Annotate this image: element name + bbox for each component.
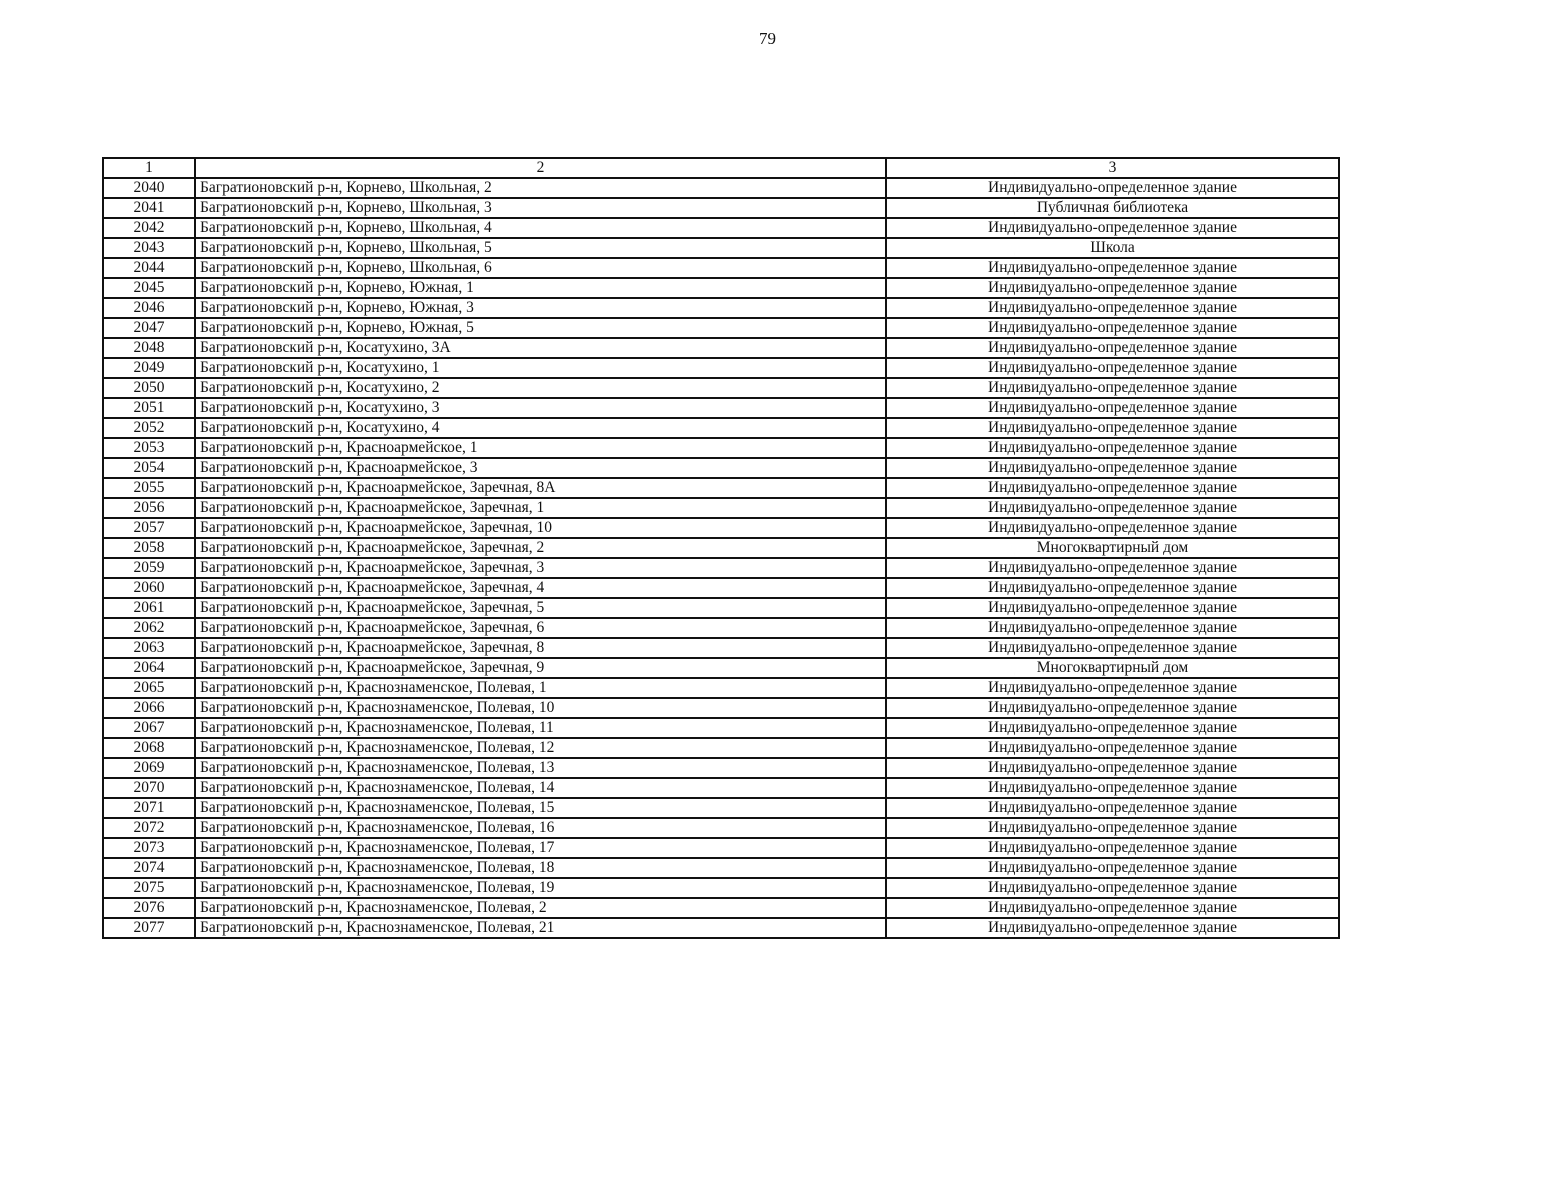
address-cell: Багратионовский р-н, Корнево, Школьная, 2 xyxy=(195,178,886,198)
table-body xyxy=(103,178,1339,938)
object-type-cell: Индивидуально-определенное здание xyxy=(886,838,1339,858)
object-type-cell: Индивидуально-определенное здание xyxy=(886,638,1339,658)
row-number-cell: 2059 xyxy=(103,558,195,578)
object-type-cell: Индивидуально-определенное здание xyxy=(886,498,1339,518)
row-number-cell: 2044 xyxy=(103,258,195,278)
address-cell: Багратионовский р-н, Краснознаменское, Полевая, 18 xyxy=(195,858,886,878)
table-row xyxy=(103,718,1339,738)
object-type-cell: Индивидуально-определенное здание xyxy=(886,778,1339,798)
address-cell: Багратионовский р-н, Корнево, Южная, 3 xyxy=(195,298,886,318)
address-cell: Багратионовский р-н, Краснознаменское, Полевая, 10 xyxy=(195,698,886,718)
table-row xyxy=(103,898,1339,918)
object-type-cell: Индивидуально-определенное здание xyxy=(886,798,1339,818)
table-row xyxy=(103,198,1339,218)
object-type-cell: Индивидуально-определенное здание xyxy=(886,578,1339,598)
table-row xyxy=(103,638,1339,658)
address-cell: Багратионовский р-н, Красноармейское, Заречная, 9 xyxy=(195,658,886,678)
object-type-cell: Индивидуально-определенное здание xyxy=(886,678,1339,698)
table-row xyxy=(103,238,1339,258)
object-type-cell: Индивидуально-определенное здание xyxy=(886,718,1339,738)
row-number-cell: 2054 xyxy=(103,458,195,478)
address-cell: Багратионовский р-н, Красноармейское, Заречная, 5 xyxy=(195,598,886,618)
address-cell: Багратионовский р-н, Корнево, Школьная, 3 xyxy=(195,198,886,218)
object-type-cell: Индивидуально-определенное здание xyxy=(886,518,1339,538)
object-type-cell: Индивидуально-определенное здание xyxy=(886,278,1339,298)
object-type-cell: Индивидуально-определенное здание xyxy=(886,558,1339,578)
address-cell: Багратионовский р-н, Косатухино, 3А xyxy=(195,338,886,358)
row-number-cell: 2060 xyxy=(103,578,195,598)
address-cell: Багратионовский р-н, Красноармейское, Заречная, 10 xyxy=(195,518,886,538)
address-cell: Багратионовский р-н, Красноармейское, Заречная, 4 xyxy=(195,578,886,598)
table-row xyxy=(103,418,1339,438)
table-row xyxy=(103,258,1339,278)
address-cell: Багратионовский р-н, Косатухино, 2 xyxy=(195,378,886,398)
object-type-cell: Индивидуально-определенное здание xyxy=(886,298,1339,318)
object-type-cell: Индивидуально-определенное здание xyxy=(886,758,1339,778)
address-cell: Багратионовский р-н, Краснознаменское, Полевая, 15 xyxy=(195,798,886,818)
row-number-cell: 2042 xyxy=(103,218,195,238)
address-cell: Багратионовский р-н, Корнево, Южная, 1 xyxy=(195,278,886,298)
address-cell: Багратионовский р-н, Корнево, Школьная, 6 xyxy=(195,258,886,278)
object-type-cell: Индивидуально-определенное здание xyxy=(886,918,1339,938)
column-header-object-type: 3 xyxy=(886,158,1339,178)
object-type-cell: Индивидуально-определенное здание xyxy=(886,258,1339,278)
table-row xyxy=(103,738,1339,758)
row-number-cell: 2049 xyxy=(103,358,195,378)
address-cell: Багратионовский р-н, Красноармейское, Заречная, 6 xyxy=(195,618,886,638)
table-row xyxy=(103,538,1339,558)
address-cell: Багратионовский р-н, Косатухино, 1 xyxy=(195,358,886,378)
object-type-cell: Индивидуально-определенное здание xyxy=(886,878,1339,898)
table-row xyxy=(103,458,1339,478)
table-row xyxy=(103,678,1339,698)
table-row xyxy=(103,798,1339,818)
object-type-cell: Индивидуально-определенное здание xyxy=(886,178,1339,198)
address-cell: Багратионовский р-н, Красноармейское, 1 xyxy=(195,438,886,458)
table-header-row xyxy=(103,158,1339,178)
row-number-cell: 2048 xyxy=(103,338,195,358)
row-number-cell: 2045 xyxy=(103,278,195,298)
row-number-cell: 2057 xyxy=(103,518,195,538)
column-header-address: 2 xyxy=(195,158,886,178)
object-type-cell: Многоквартирный дом xyxy=(886,658,1339,678)
table-row xyxy=(103,318,1339,338)
table-row xyxy=(103,178,1339,198)
row-number-cell: 2050 xyxy=(103,378,195,398)
table-row xyxy=(103,698,1339,718)
column-header-number: 1 xyxy=(103,158,195,178)
page-number: 79 xyxy=(759,29,776,48)
row-number-cell: 2061 xyxy=(103,598,195,618)
object-type-cell: Индивидуально-определенное здание xyxy=(886,338,1339,358)
row-number-cell: 2052 xyxy=(103,418,195,438)
object-type-cell: Индивидуально-определенное здание xyxy=(886,318,1339,338)
row-number-cell: 2047 xyxy=(103,318,195,338)
object-type-cell: Индивидуально-определенное здание xyxy=(886,358,1339,378)
address-cell: Багратионовский р-н, Краснознаменское, Полевая, 2 xyxy=(195,898,886,918)
object-type-cell: Индивидуально-определенное здание xyxy=(886,418,1339,438)
table-row xyxy=(103,838,1339,858)
row-number-cell: 2067 xyxy=(103,718,195,738)
row-number-cell: 2076 xyxy=(103,898,195,918)
row-number-cell: 2075 xyxy=(103,878,195,898)
row-number-cell: 2077 xyxy=(103,918,195,938)
address-cell: Багратионовский р-н, Косатухино, 3 xyxy=(195,398,886,418)
object-type-cell: Индивидуально-определенное здание xyxy=(886,898,1339,918)
row-number-cell: 2053 xyxy=(103,438,195,458)
row-number-cell: 2043 xyxy=(103,238,195,258)
table-row xyxy=(103,218,1339,238)
table-row xyxy=(103,858,1339,878)
row-number-cell: 2071 xyxy=(103,798,195,818)
row-number-cell: 2066 xyxy=(103,698,195,718)
address-cell: Багратионовский р-н, Красноармейское, Заречная, 3 xyxy=(195,558,886,578)
property-table xyxy=(102,157,1340,939)
object-type-cell: Публичная библиотека xyxy=(886,198,1339,218)
address-cell: Багратионовский р-н, Краснознаменское, Полевая, 12 xyxy=(195,738,886,758)
object-type-cell: Индивидуально-определенное здание xyxy=(886,218,1339,238)
row-number-cell: 2064 xyxy=(103,658,195,678)
address-cell: Багратионовский р-н, Косатухино, 4 xyxy=(195,418,886,438)
address-cell: Багратионовский р-н, Краснознаменское, Полевая, 1 xyxy=(195,678,886,698)
address-cell: Багратионовский р-н, Краснознаменское, Полевая, 16 xyxy=(195,818,886,838)
object-type-cell: Индивидуально-определенное здание xyxy=(886,398,1339,418)
row-number-cell: 2072 xyxy=(103,818,195,838)
row-number-cell: 2065 xyxy=(103,678,195,698)
row-number-cell: 2056 xyxy=(103,498,195,518)
table-row xyxy=(103,598,1339,618)
row-number-cell: 2055 xyxy=(103,478,195,498)
object-type-cell: Индивидуально-определенное здание xyxy=(886,438,1339,458)
object-type-cell: Индивидуально-определенное здание xyxy=(886,458,1339,478)
object-type-cell: Многоквартирный дом xyxy=(886,538,1339,558)
table-row xyxy=(103,578,1339,598)
row-number-cell: 2062 xyxy=(103,618,195,638)
table-row xyxy=(103,438,1339,458)
table-row xyxy=(103,818,1339,838)
row-number-cell: 2070 xyxy=(103,778,195,798)
address-cell: Багратионовский р-н, Корнево, Школьная, 4 xyxy=(195,218,886,238)
address-cell: Багратионовский р-н, Красноармейское, Заречная, 2 xyxy=(195,538,886,558)
address-cell: Багратионовский р-н, Красноармейское, Заречная, 8А xyxy=(195,478,886,498)
object-type-cell: Школа xyxy=(886,238,1339,258)
table-row xyxy=(103,338,1339,358)
object-type-cell: Индивидуально-определенное здание xyxy=(886,618,1339,638)
table-row xyxy=(103,558,1339,578)
table-row xyxy=(103,618,1339,638)
address-cell: Багратионовский р-н, Краснознаменское, Полевая, 19 xyxy=(195,878,886,898)
row-number-cell: 2073 xyxy=(103,838,195,858)
address-cell: Багратионовский р-н, Краснознаменское, Полевая, 11 xyxy=(195,718,886,738)
object-type-cell: Индивидуально-определенное здание xyxy=(886,378,1339,398)
address-cell: Багратионовский р-н, Краснознаменское, Полевая, 21 xyxy=(195,918,886,938)
table-row xyxy=(103,758,1339,778)
row-number-cell: 2063 xyxy=(103,638,195,658)
table-row xyxy=(103,918,1339,938)
row-number-cell: 2074 xyxy=(103,858,195,878)
table-row xyxy=(103,278,1339,298)
row-number-cell: 2068 xyxy=(103,738,195,758)
row-number-cell: 2058 xyxy=(103,538,195,558)
row-number-cell: 2069 xyxy=(103,758,195,778)
table-row xyxy=(103,398,1339,418)
object-type-cell: Индивидуально-определенное здание xyxy=(886,698,1339,718)
address-cell: Багратионовский р-н, Краснознаменское, Полевая, 14 xyxy=(195,778,886,798)
address-cell: Багратионовский р-н, Красноармейское, Заречная, 1 xyxy=(195,498,886,518)
object-type-cell: Индивидуально-определенное здание xyxy=(886,598,1339,618)
table-row xyxy=(103,878,1339,898)
address-cell: Багратионовский р-н, Краснознаменское, Полевая, 13 xyxy=(195,758,886,778)
row-number-cell: 2051 xyxy=(103,398,195,418)
object-type-cell: Индивидуально-определенное здание xyxy=(886,738,1339,758)
table-row xyxy=(103,778,1339,798)
address-cell: Багратионовский р-н, Красноармейское, 3 xyxy=(195,458,886,478)
address-cell: Багратионовский р-н, Корнево, Южная, 5 xyxy=(195,318,886,338)
object-type-cell: Индивидуально-определенное здание xyxy=(886,478,1339,498)
table-row xyxy=(103,658,1339,678)
table-row xyxy=(103,518,1339,538)
row-number-cell: 2041 xyxy=(103,198,195,218)
address-cell: Багратионовский р-н, Краснознаменское, Полевая, 17 xyxy=(195,838,886,858)
table-row xyxy=(103,298,1339,318)
table-row xyxy=(103,478,1339,498)
row-number-cell: 2040 xyxy=(103,178,195,198)
address-cell: Багратионовский р-н, Корнево, Школьная, 5 xyxy=(195,238,886,258)
table-row xyxy=(103,498,1339,518)
row-number-cell: 2046 xyxy=(103,298,195,318)
table-row xyxy=(103,378,1339,398)
object-type-cell: Индивидуально-определенное здание xyxy=(886,858,1339,878)
table-row xyxy=(103,358,1339,378)
address-cell: Багратионовский р-н, Красноармейское, Заречная, 8 xyxy=(195,638,886,658)
object-type-cell: Индивидуально-определенное здание xyxy=(886,818,1339,838)
